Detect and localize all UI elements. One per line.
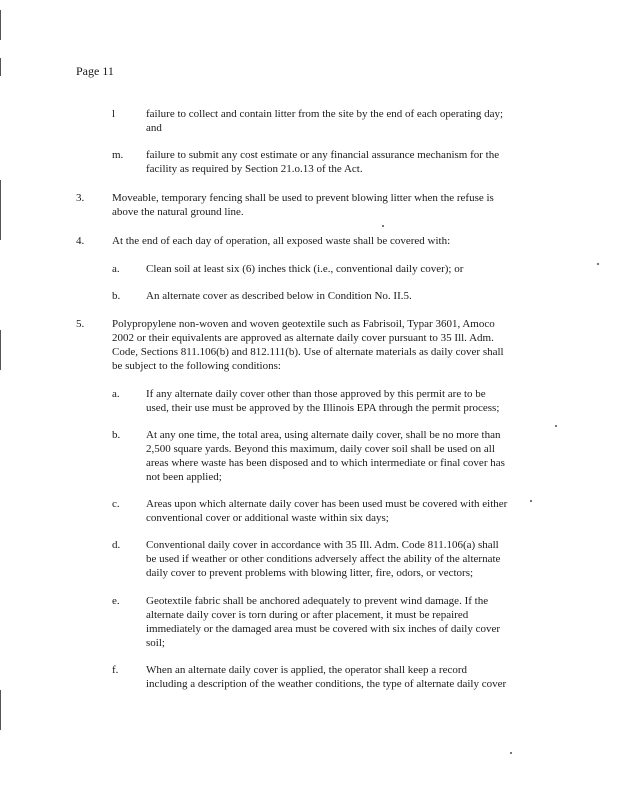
text-line: An alternate cover as described below in Condition No. II.5. [146, 290, 412, 302]
item-text [146, 107, 503, 135]
item-text [146, 497, 507, 525]
text-line: Polypropylene non-woven and woven geotextile such as Fabrisoil, Typar 3601, Amoco [112, 318, 495, 330]
item-marker: b. [112, 429, 121, 441]
text-line: failure to submit any cost estimate or any financial assurance mechanism for the [146, 149, 500, 161]
item-text [112, 317, 504, 373]
item-text [112, 234, 450, 248]
scan-speck [530, 500, 532, 502]
text-line: soil; [146, 637, 165, 649]
scan-speck [597, 263, 599, 265]
scan-speck [555, 425, 557, 427]
text-line: above the natural ground line. [112, 206, 244, 218]
item-marker: d. [112, 539, 121, 551]
text-line: When an alternate daily cover is applied, the operator shall keep a record [146, 664, 467, 676]
item-text [146, 663, 506, 691]
text-line: conventional cover or additional waste within six days; [146, 512, 389, 524]
text-line: be used if weather or other conditions adversely affect the ability of the alternate [146, 553, 501, 565]
text-line: 2002 or their equivalents are approved as alternate daily cover pursuant to 35 Ill. Adm. [112, 332, 494, 344]
item-marker: l [112, 108, 116, 120]
text-line: Areas upon which alternate daily cover has been used must be covered with either [146, 498, 508, 510]
text-line: Moveable, temporary fencing shall be used to prevent blowing litter when the refuse is [112, 192, 494, 204]
text-line: At any one time, the total area, using alternate daily cover, shall be no more than [146, 429, 501, 441]
item-marker: e. [112, 595, 120, 607]
item-marker: a. [112, 388, 120, 400]
scan-speck [510, 752, 512, 754]
text-line: Geotextile fabric shall be anchored adequately to prevent wind damage. If the [146, 595, 489, 607]
item-marker: 5. [76, 318, 85, 330]
item-marker: a. [112, 263, 120, 275]
text-line: daily cover to prevent problems with blowing litter, fire, odors, or vectors; [146, 567, 474, 579]
page-label: Page 11 [76, 64, 114, 78]
text-line: failure to collect and contain litter from the site by the end of each operating day; [146, 108, 504, 120]
item-text [146, 387, 499, 415]
scan-edge-mark [0, 58, 1, 76]
item-marker: 3. [76, 192, 85, 204]
item-marker: m. [112, 149, 124, 161]
item-text [146, 289, 412, 303]
scan-edge-mark [0, 330, 1, 370]
text-line: At the end of each day of operation, all exposed waste shall be covered with: [112, 235, 451, 247]
text-line: used, their use must be approved by the Illinois EPA through the permit process; [146, 402, 500, 414]
text-line: facility as required by Section 21.o.13 of the Act. [146, 163, 363, 175]
text-line: Clean soil at least six (6) inches thick (i.e., conventional daily cover); or [146, 263, 464, 275]
item-text [146, 262, 463, 276]
text-line: areas where waste has been disposed and to which intermediate or final cover has [146, 457, 505, 469]
text-line: be subject to the following conditions: [112, 360, 281, 372]
text-line: including a description of the weather conditions, the type of alternate daily cover [146, 678, 507, 690]
text-line: If any alternate daily cover other than those approved by this permit are to be [146, 388, 486, 400]
item-text [146, 594, 500, 650]
scan-edge-mark [0, 10, 1, 40]
item-marker: f. [112, 664, 119, 676]
item-marker: b. [112, 290, 121, 302]
scan-speck [382, 225, 384, 227]
text-line: alternate daily cover is torn during or after placement, it must be repaired [146, 609, 469, 621]
text-line: 2,500 square yards. Beyond this maximum, daily cover soil shall be used on all [146, 443, 495, 455]
item-marker: 4. [76, 235, 85, 247]
text-line: not been applied; [146, 471, 222, 483]
text-line: Code, Sections 811.106(b) and 812.111(b). Use of alternate materials as daily cover shall [112, 346, 504, 358]
scan-edge-mark [0, 180, 1, 240]
item-marker: c. [112, 498, 120, 510]
item-text [146, 148, 499, 176]
scan-edge-mark [0, 690, 1, 730]
item-text [112, 191, 494, 219]
item-text [146, 428, 505, 484]
text-line: Conventional daily cover in accordance with 35 Ill. Adm. Code 811.106(a) shall [146, 539, 499, 551]
text-line: and [146, 122, 162, 134]
item-text [146, 538, 500, 580]
text-line: immediately or the damaged area must be covered with six inches of daily cover [146, 623, 501, 635]
